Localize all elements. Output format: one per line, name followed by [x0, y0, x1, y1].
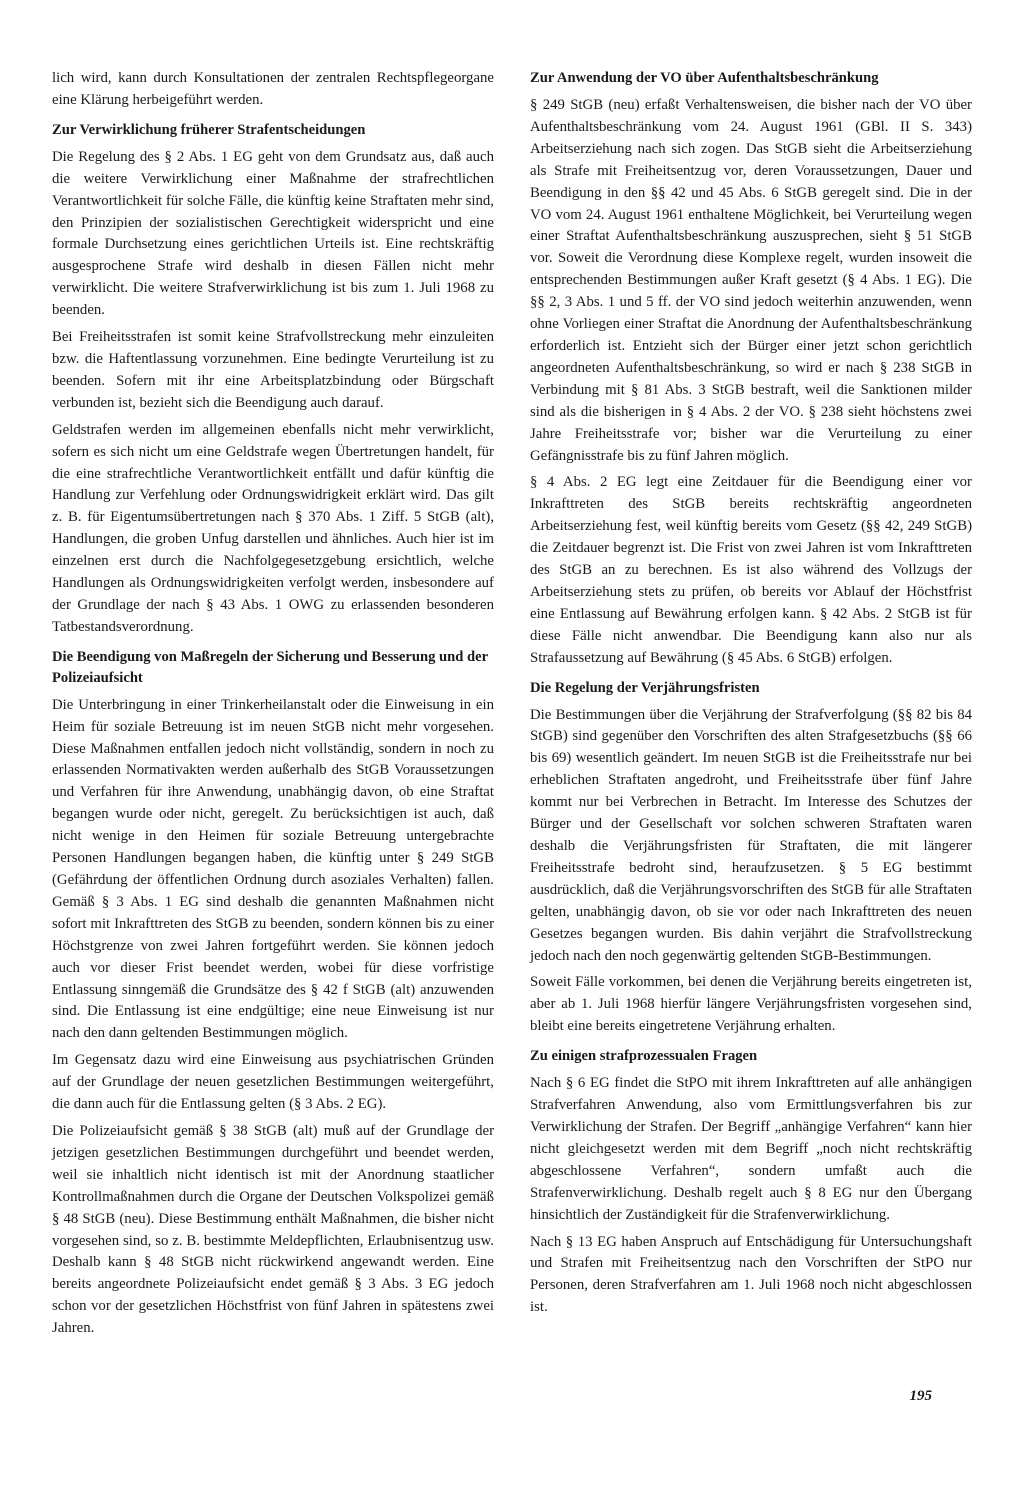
- paragraph: Die Regelung des § 2 Abs. 1 EG geht von dem Grundsatz aus, daß auch die weitere Verwirklichung einer Maßnahme der strafrechtlichen Verantwortlichkeit für solche Fälle, die künftig keine Straftaten mehr sind, den Prinzipien der sozialistischen Gerechtigkeit widerspricht und eine formale Durchsetzung eines gerichtlichen Urteils ist. Eine rechtskräftig ausgesprochene Strafe wird deshalb in diesen Fällen nicht mehr verwirklicht. Die weitere Strafverwirklichung ist bis zum 1. Juli 1968 zu beenden.: [52, 148, 494, 319]
- paragraph: Die Unterbringung in einer Trinkerheilanstalt oder die Einweisung in ein Heim für soziale Betreuung ist im neuen StGB nicht mehr vorgesehen. Diese Maßnahmen entfallen jedoch nicht vollständig, sondern in noch zu erlassenden Normativakten werden außerhalb des StGB Voraussetzungen und Verfahren für ihre Anwendung, unabhängig davon, ob eine Straftat begangen wurde oder nicht, geregelt. Zu berücksichtigen ist auch, daß nicht wenige in den Heimen für soziale Betreuung untergebrachte Personen Handlungen begangen haben, die künftig unter § 249 StGB (Gefährdung der öffentlichen Ordnung durch asoziales Verhalten) fallen. Gemäß § 3 Abs. 1 EG sind deshalb die genannten Maßnahmen nicht sofort mit Inkrafttreten des StGB zu beenden, sondern können bis zu einer Höchstgrenze von zwei Jahren fortgeführt werden. Sie können jedoch auch vor dieser Frist beendet werden, wobei für diese vorfristige Entlassung sinngemäß die Grundsätze des § 42 f StGB (alt) anzuwenden sind. Die Entlassung ist eine endgültige; eine neue Einweisung ist nur nach den dann geltenden Bestimmungen möglich.: [52, 696, 494, 1042]
- section-heading-die-beendigung-von-ma-regeln-der-sicheru: Die Beendigung von Maßregeln der Sicherung und Besserung und der Polizeiaufsicht: [52, 648, 488, 686]
- page-number: 195: [909, 1388, 932, 1404]
- paragraph: lich wird, kann durch Konsultationen der zentralen Rechtspflegeorgane eine Klärung herbeigeführt werden.: [52, 70, 494, 108]
- paragraph: Nach § 13 EG haben Anspruch auf Entschädigung für Untersuchungshaft und Strafen mit Freiheitsentzug nach den Vorschriften der StPO nur Personen, deren Strafverfahren am 1. Juli 1968 noch nicht abgeschlossen ist.: [530, 1233, 972, 1316]
- section-heading-zur-verwirklichung-fr-herer-strafentsche: Zur Verwirklichung früherer Strafentscheidungen: [52, 121, 366, 138]
- section-heading-zu-einigen-strafprozessualen-fragen: Zu einigen strafprozessualen Fragen: [530, 1048, 758, 1065]
- text-columns: [52, 68, 972, 1345]
- section-heading-die-regelung-der-verj-hrungsfristen: Die Regelung der Verjährungsfristen: [530, 679, 760, 696]
- paragraph: Nach § 6 EG findet die StPO mit ihrem Inkrafttreten auf alle anhängigen Strafverfahren Anwendung, also vom Ermittlungsverfahren bis zur Verwirklichung der Strafen. Der Begriff „anhängige Verfahren“ kann hier nicht gleichgesetzt werden mit dem Begriff „noch nicht rechtskräftig abgeschlossene Verfahren“, sondern umfaßt auch die Strafenverwirklichung. Deshalb regelt auch § 8 EG nur den Übergang hinsichtlich der Zuständigkeit für die Strafenverwirklichung.: [530, 1075, 972, 1223]
- paragraph: Die Polizeiaufsicht gemäß § 38 StGB (alt) muß auf der Grundlage der jetzigen gesetzlichen Bestimmungen durchgeführt und beendet werden, weil sie inhaltlich nicht identisch ist mit der Anordnung staatlicher Kontrollmaßnahmen durch die Organe der Deutschen Volkspolizei gemäß § 48 StGB (neu). Diese Bestimmung enthält Maßnahmen, die bisher nicht vorgesehen sind, so z. B. bestimmte Meldepflichten, Erlaubnisentzug usw. Deshalb kann § 48 StGB nicht rückwirkend angewandt werden. Eine bereits angeordnete Polizeiaufsicht endet gemäß § 3 Abs. 3 EG jedoch schon vor der gesetzlichen Höchstfrist von fünf Jahren in spätestens zwei Jahren.: [52, 1122, 494, 1337]
- left-column: [52, 68, 494, 1345]
- paragraph: Bei Freiheitsstrafen ist somit keine Strafvollstreckung mehr einzuleiten bzw. die Haftentlassung vorzunehmen. Eine bedingte Verurteilung ist zu beenden. Sofern mit ihr eine Arbeitsplatzbindung oder Bürgschaft verbunden ist, bezieht sich die Beendigung auch darauf.: [52, 329, 494, 411]
- paragraph: Soweit Fälle vorkommen, bei denen die Verjährung bereits eingetreten ist, aber ab 1. Juli 1968 hierfür längere Verjährungsfristen vorgesehen sind, bleibt eine bereits eingetretene Verjährung erhalten.: [530, 974, 972, 1035]
- section-heading-zur-anwendung-der-vo-ber-aufenthaltsbesc: Zur Anwendung der VO über Aufenthaltsbeschränkung: [530, 70, 879, 86]
- paragraph: Im Gegensatz dazu wird eine Einweisung aus psychiatrischen Gründen auf der Grundlage der neuen gesetzlichen Bestimmungen weitergeführt, die dann auch für die Entlassung gelten (§ 3 Abs. 2 EG).: [52, 1052, 494, 1113]
- paragraph: § 249 StGB (neu) erfaßt Verhaltensweisen, die bisher nach der VO über Aufenthaltsbeschränkung vom 24. August 1961 (GBl. II S. 343) Arbeitserziehung nach sich zogen. Das StGB sieht die Arbeitserziehung als Strafe mit Freiheitsentzug vor, deren Voraussetzungen, Dauer und Beendigung in den §§ 42 und 45 Abs. 6 StGB geregelt sind. Die in der VO vom 24. August 1961 enthaltene Möglichkeit, bei Verurteilung wegen einer Straftat Aufenthaltsbeschränkung auszusprechen, sieht § 51 StGB vor. Soweit die Verordnung diese Komplexe regelt, wurden insoweit die entsprechenden Bestimmungen außer Kraft gesetzt (§ 4 Abs. 1 EG). Die §§ 2, 3 Abs. 1 und 5 ff. der VO sind jedoch weiterhin anzuwenden, wenn ohne Vorliegen einer Straftat die Anordnung der Aufenthaltsbeschränkung erforderlich ist. Entzieht sich der Bürger einer jetzt schon gerichtlich angeordneten Aufenthaltsbeschränkung, so wird er nach § 238 StGB in Verbindung mit § 81 Abs. 3 StGB bestraft, weil die Sanktionen milder sind als die bisherigen in § 4 Abs. 2 der VO. § 238 sieht höchstens zwei Jahre Freiheitsstrafe vor; bisher war die Verurteilung zu einer Gefängnisstrafe bis zu fünf Jahren möglich.: [530, 97, 972, 464]
- paragraph: Die Bestimmungen über die Verjährung der Strafverfolgung (§§ 82 bis 84 StGB) sind gegenüber den Vorschriften des alten Strafgesetzbuchs (§§ 66 bis 69) wesentlich geändert. Im neuen StGB ist die Freiheitsstrafe nur bei erheblichen Straftaten angedroht, und Freiheitsstrafe über fünf Jahre kommt nur bei Verbrechen in Betracht. Im Interesse des Schutzes der Bürger und der Gesellschaft vor solchen schweren Straftaten waren deshalb die Verjährungsfristen für Straftaten, die mit längerer Freiheitsstrafe bedroht sind, heraufzusetzen. § 5 EG bestimmt ausdrücklich, daß die Verjährungsvorschriften des StGB für alle Straftaten gelten, unabhängig davon, ob sie vor oder nach Inkrafttreten des neuen Gesetzes begangen wurden. Bis dahin verjährt die Strafvollstreckung jedoch nach den noch gegenwärtig geltenden StGB-Bestimmungen.: [530, 706, 972, 964]
- right-column: [530, 68, 972, 1345]
- paragraph: § 4 Abs. 2 EG legt eine Zeitdauer für die Beendigung einer vor Inkrafttreten des StGB bereits rechtskräftig angeordneten Arbeitserziehung fest, weil künftig bereits vom Gesetz (§§ 42, 249 StGB) die Zeitdauer begrenzt ist. Die Frist von zwei Jahren ist vom Inkrafttreten des StGB an zu berechnen. Es ist also während des Vollzugs der Arbeitserziehung stets zu prüfen, ob bereits vor Ablauf der Höchstfrist eine Entlassung auf Bewährung erfolgen kann. § 42 Abs. 2 StGB ist für diese Fälle nicht anwendbar. Die Beendigung kann also nur als Strafaussetzung auf Bewährung (§ 45 Abs. 6 StGB) erfolgen.: [530, 474, 972, 666]
- paragraph: Geldstrafen werden im allgemeinen ebenfalls nicht mehr verwirklicht, sofern es sich nicht um eine Geldstrafe wegen Übertretungen handelt, für die eine strafrechtliche Verantwortlichkeit entfällt und dafür künftig die Handlung zur Verfehlung oder Ordnungswidrigkeit erklärt wird. Das gilt z. B. für Eigentumsübertretungen nach § 370 Abs. 1 Ziff. 5 StGB (alt), Handlungen, die groben Unfug darstellen und ähnliches. Auch hier ist im einzelnen erst durch die Nachfolgegesetzgebung ersichtlich, welche Handlungen als Ordnungswidrigkeiten verfolgt werden, insbesondere auf der Grundlage der nach § 43 Abs. 1 OWG zu erlassenden besonderen Tatbestandsverordnung.: [52, 421, 494, 635]
